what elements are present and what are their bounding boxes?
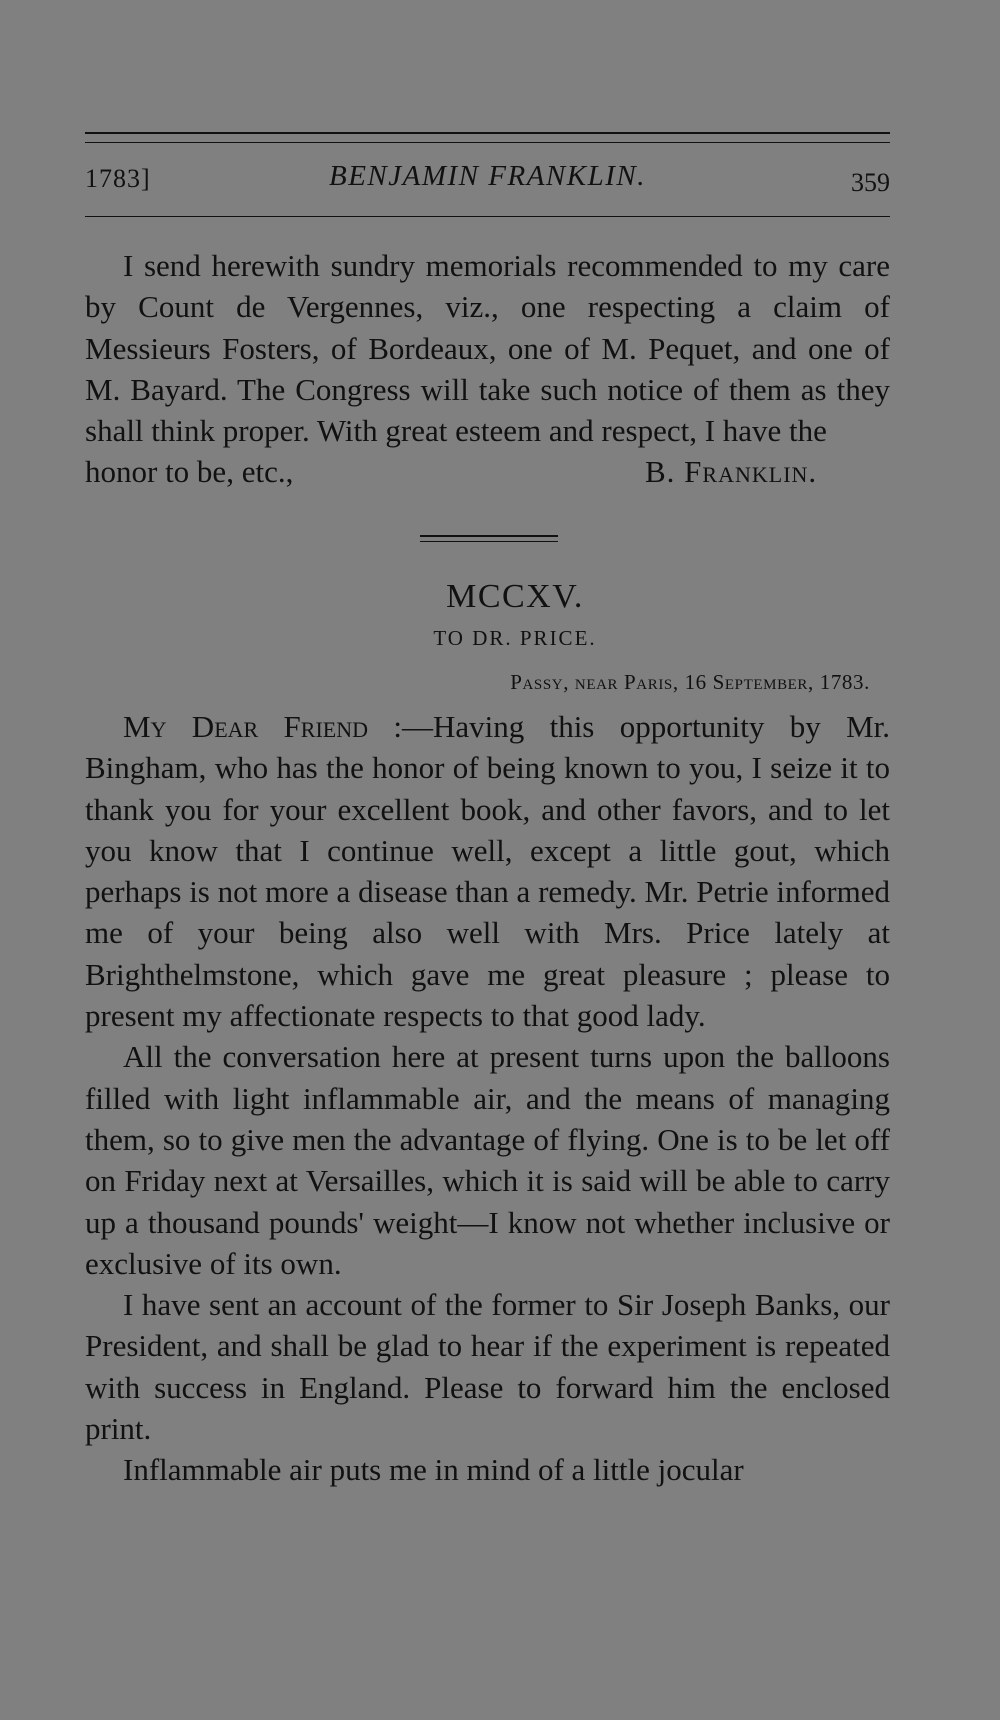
header-rule-bottom [85, 216, 890, 217]
header-rule-second [85, 142, 890, 143]
letter-addressee: TO DR. PRICE. [433, 626, 597, 650]
previous-letter-paragraph: I send herewith sundry memorials recommended to my care by Count de Vergennes, viz., one respecting a claim of Messieurs Fosters, of Bordeaux, one of M. Pequet, and one of M. Bayard. The Congress will take such notice of them as they shall think proper. With great esteem and respect, I have the [85, 248, 890, 449]
letter-paragraph-1-text: :—Having this opportunity by Mr. Bingham, who has the honor of being known to you, I seize it to thank you for your excellent book, and other favors, and to let you know that I continue well, except a little gout, which perhaps is not more a disease than a remedy. Mr. Petrie informed me of your being also well with Mrs. Price lately at Brighthelmstone, which gave me great pleasure ; please to present my affectionate respects to that good lady. [85, 709, 891, 1034]
header-rule-top [85, 132, 890, 134]
running-head [85, 160, 890, 202]
letter-paragraph-4: Inflammable air puts me in mind of a little jocular [123, 1452, 744, 1488]
running-head-year: 1783] [85, 164, 151, 193]
salutation: My Dear Friend [123, 709, 368, 744]
letter-paragraph-2: All the conversation here at present turns upon the balloons filled with light inflammable air, and the means of managing them, so to give men the advantage of flying. One is to be let off on Friday next at Versailles, which it is said will be able to carry up a thousand pounds' weight—I know not whether inclusive or exclusive of its own. [85, 1039, 890, 1281]
letter-divider-top [420, 535, 558, 537]
letter-paragraph-1 [85, 706, 890, 1036]
running-head-title: BENJAMIN FRANKLIN. [329, 160, 646, 192]
letter-dateline: Passy, near Paris, 16 September, 1783. [510, 670, 870, 694]
letter-body [85, 706, 890, 1491]
signoff-line [85, 451, 890, 492]
signature: B. Franklin. [645, 454, 818, 490]
letter-number: MCCXV. [446, 578, 584, 615]
letter-divider-bottom [420, 541, 558, 542]
letter-paragraph-3: I have sent an account of the former to Sir Joseph Banks, our President, and shall be glad to hear if the experiment is repeated with success in England. Please to forward him the enclosed print. [85, 1287, 890, 1447]
closing-text: honor to be, etc., [85, 454, 294, 490]
page-number: 359 [851, 168, 890, 197]
previous-letter-ending [85, 245, 890, 492]
